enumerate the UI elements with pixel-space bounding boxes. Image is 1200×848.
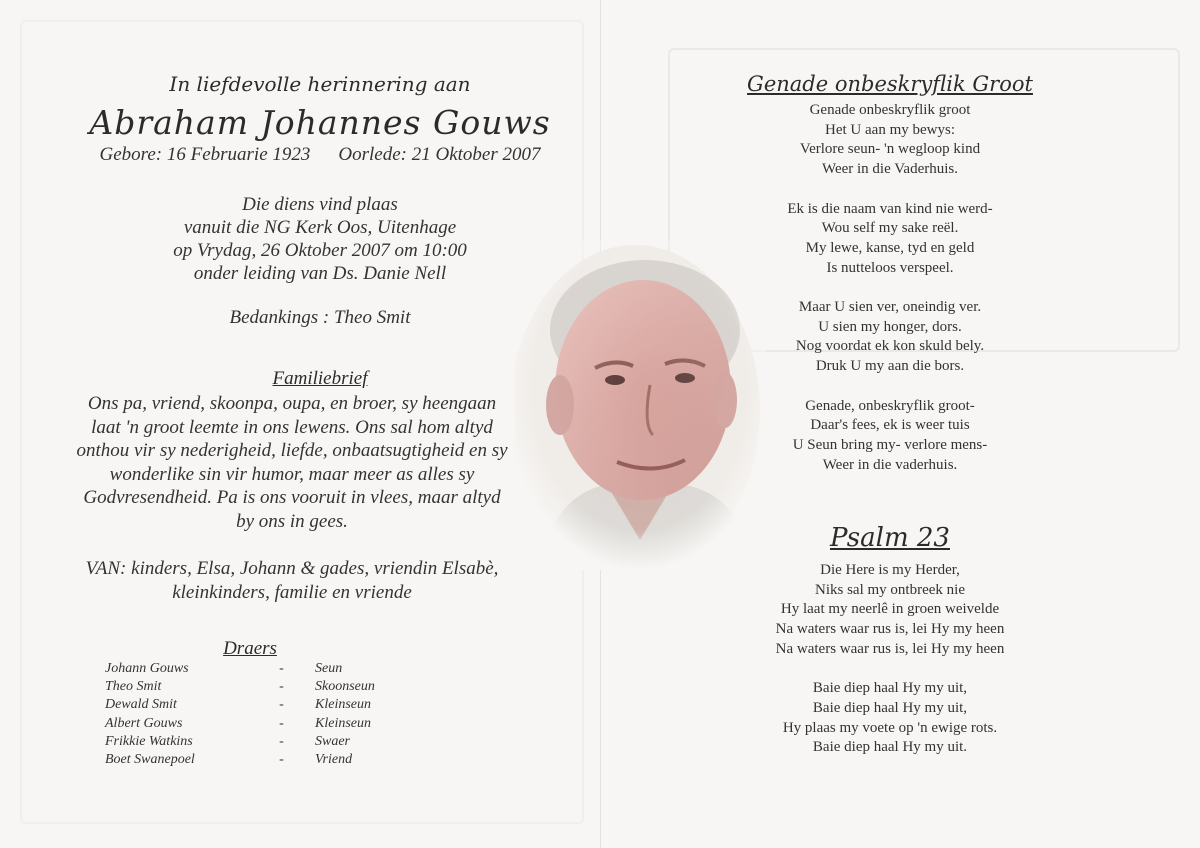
lyric-line: Na waters waar rus is, lei Hy my heen [775, 640, 1005, 657]
bearer-dash: - [279, 661, 284, 677]
lyric-line: Het U aan my bewys: [825, 121, 955, 138]
lyric-line: Druk U my aan die bors. [815, 358, 965, 375]
lyric-line: Hy laat my neerlê in groen weivelde [780, 601, 1000, 618]
letter-line: Godvresendheid. Pa is ons vooruit in vlees, maar altyd [83, 487, 501, 508]
lyric-line: Weer in die vaderhuis. [822, 456, 958, 473]
letter-line: laat 'n groot leemte in ons lewens. Ons sal hom altyd [91, 416, 493, 438]
letter-line: onthou vir sy nederigheid, liefde, onbaatsugtigheid en sy [76, 440, 508, 461]
letter-line: wonderlike sin vir humor, maar meer as alles sy [109, 463, 475, 485]
from-text: VAN: kinders, Elsa, Johann & gades, vriendin Elsabè, [85, 558, 499, 579]
bearer-dash: - [279, 697, 284, 713]
hymn-stanza [690, 200, 1090, 279]
from-line [62, 557, 522, 604]
lyric-line: Maar U sien ver, oneindig ver. [798, 299, 982, 315]
from-text: kleinkinders, familie en vriende [172, 581, 412, 603]
psalm-title: Psalm 23 [830, 523, 950, 553]
bearer-name: Theo Smit [105, 679, 162, 695]
bearer-relation: Vriend [315, 752, 353, 768]
lyric-line: Is nutteloos verspeel. [826, 259, 954, 276]
bearer-dash: - [279, 752, 284, 768]
bearers-title: Draers [223, 638, 277, 659]
service-line: onder leiding van Ds. Danie Nell [193, 263, 447, 284]
lyric-line: Baie diep haal Hy my uit. [812, 739, 968, 756]
lyric-line: My lewe, kanse, tyd en geld [805, 239, 975, 256]
lyric-line: Genade, onbeskryflik groot- [805, 397, 975, 414]
intro-line: In liefdevolle herinnering aan [169, 72, 471, 96]
service-line: vanuit die NG Kerk Oos, Uitenhage [183, 217, 457, 238]
hymn-title: Genade onbeskryflik Groot [747, 72, 1033, 96]
psalm-lyrics [690, 561, 1090, 778]
bearer-name: Dewald Smit [105, 697, 177, 713]
death-date: Oorlede: 21 Oktober 2007 [338, 144, 541, 165]
bearer-name: Albert Gouws [105, 715, 183, 731]
family-letter-title: Familiebrief [272, 368, 368, 389]
bearer-name: Johann Gouws [105, 661, 189, 677]
table-row [105, 715, 435, 733]
hymn-stanza [690, 101, 1090, 180]
bearers-table [105, 660, 435, 769]
lyric-line: Ek is die naam van kind nie werd- [787, 200, 993, 217]
lyric-line: Niks sal my ontbreek nie [815, 581, 965, 598]
table-row [105, 696, 435, 714]
family-letter [62, 392, 522, 533]
service-line: Die diens vind plaas [242, 194, 398, 215]
psalm-stanza [690, 679, 1090, 758]
bearer-dash: - [279, 733, 284, 749]
lyric-line: Wou self my sake reël. [821, 220, 959, 237]
lyric-line: Hy plaas my voete op 'n ewige rots. [782, 719, 998, 736]
letter-line: Ons pa, vriend, skoonpa, oupa, en broer, sy heengaan [87, 393, 497, 414]
lyric-line: Genade onbeskryflik groot [809, 102, 971, 118]
lyric-line: U sien my honger, dors. [818, 318, 962, 335]
lyric-line: U Seun bring my- verlore mens- [792, 436, 988, 453]
bearer-name: Frikkie Watkins [105, 733, 193, 749]
bearer-relation: Kleinseun [315, 715, 371, 731]
hymn-lyrics [690, 101, 1090, 495]
lyric-line: Die Here is my Herder, [820, 562, 960, 578]
bearer-name: Boet Swanepoel [105, 752, 195, 768]
hymn-stanza [690, 298, 1090, 377]
lyric-line: Na waters waar rus is, lei Hy my heen [775, 621, 1005, 638]
lyric-line: Nog voordat ek kon skuld bely. [795, 338, 985, 355]
bearer-relation: Skoonseun [315, 679, 375, 695]
lyric-line: Baie diep haal Hy my uit, [812, 680, 968, 697]
bearer-relation: Seun [315, 661, 343, 677]
bearer-relation: Swaer [315, 733, 350, 749]
dates-line [40, 144, 600, 166]
thanks-line: Bedankings : Theo Smit [229, 307, 411, 328]
lyric-line: Verlore seun- 'n wegloop kind [799, 141, 981, 158]
lyric-line: Baie diep haal Hy my uit, [812, 699, 968, 716]
table-row [105, 678, 435, 696]
letter-line: by ons in gees. [236, 510, 348, 532]
bearer-relation: Kleinseun [315, 697, 371, 713]
table-row [105, 660, 435, 678]
birth-date: Gebore: 16 Februarie 1923 [99, 144, 311, 165]
table-row [105, 751, 435, 769]
table-row [105, 733, 435, 751]
service-line: op Vrydag, 26 Oktober 2007 om 10:00 [173, 240, 467, 261]
deceased-name: Abraham Johannes Gouws [89, 103, 551, 142]
lyric-line: Daar's fees, ek is weer tuis [810, 417, 970, 434]
bearer-dash: - [279, 715, 284, 731]
lyric-line: Weer in die Vaderhuis. [822, 161, 958, 178]
bearer-dash: - [279, 679, 284, 695]
hymn-stanza [690, 397, 1090, 476]
psalm-stanza [690, 561, 1090, 660]
